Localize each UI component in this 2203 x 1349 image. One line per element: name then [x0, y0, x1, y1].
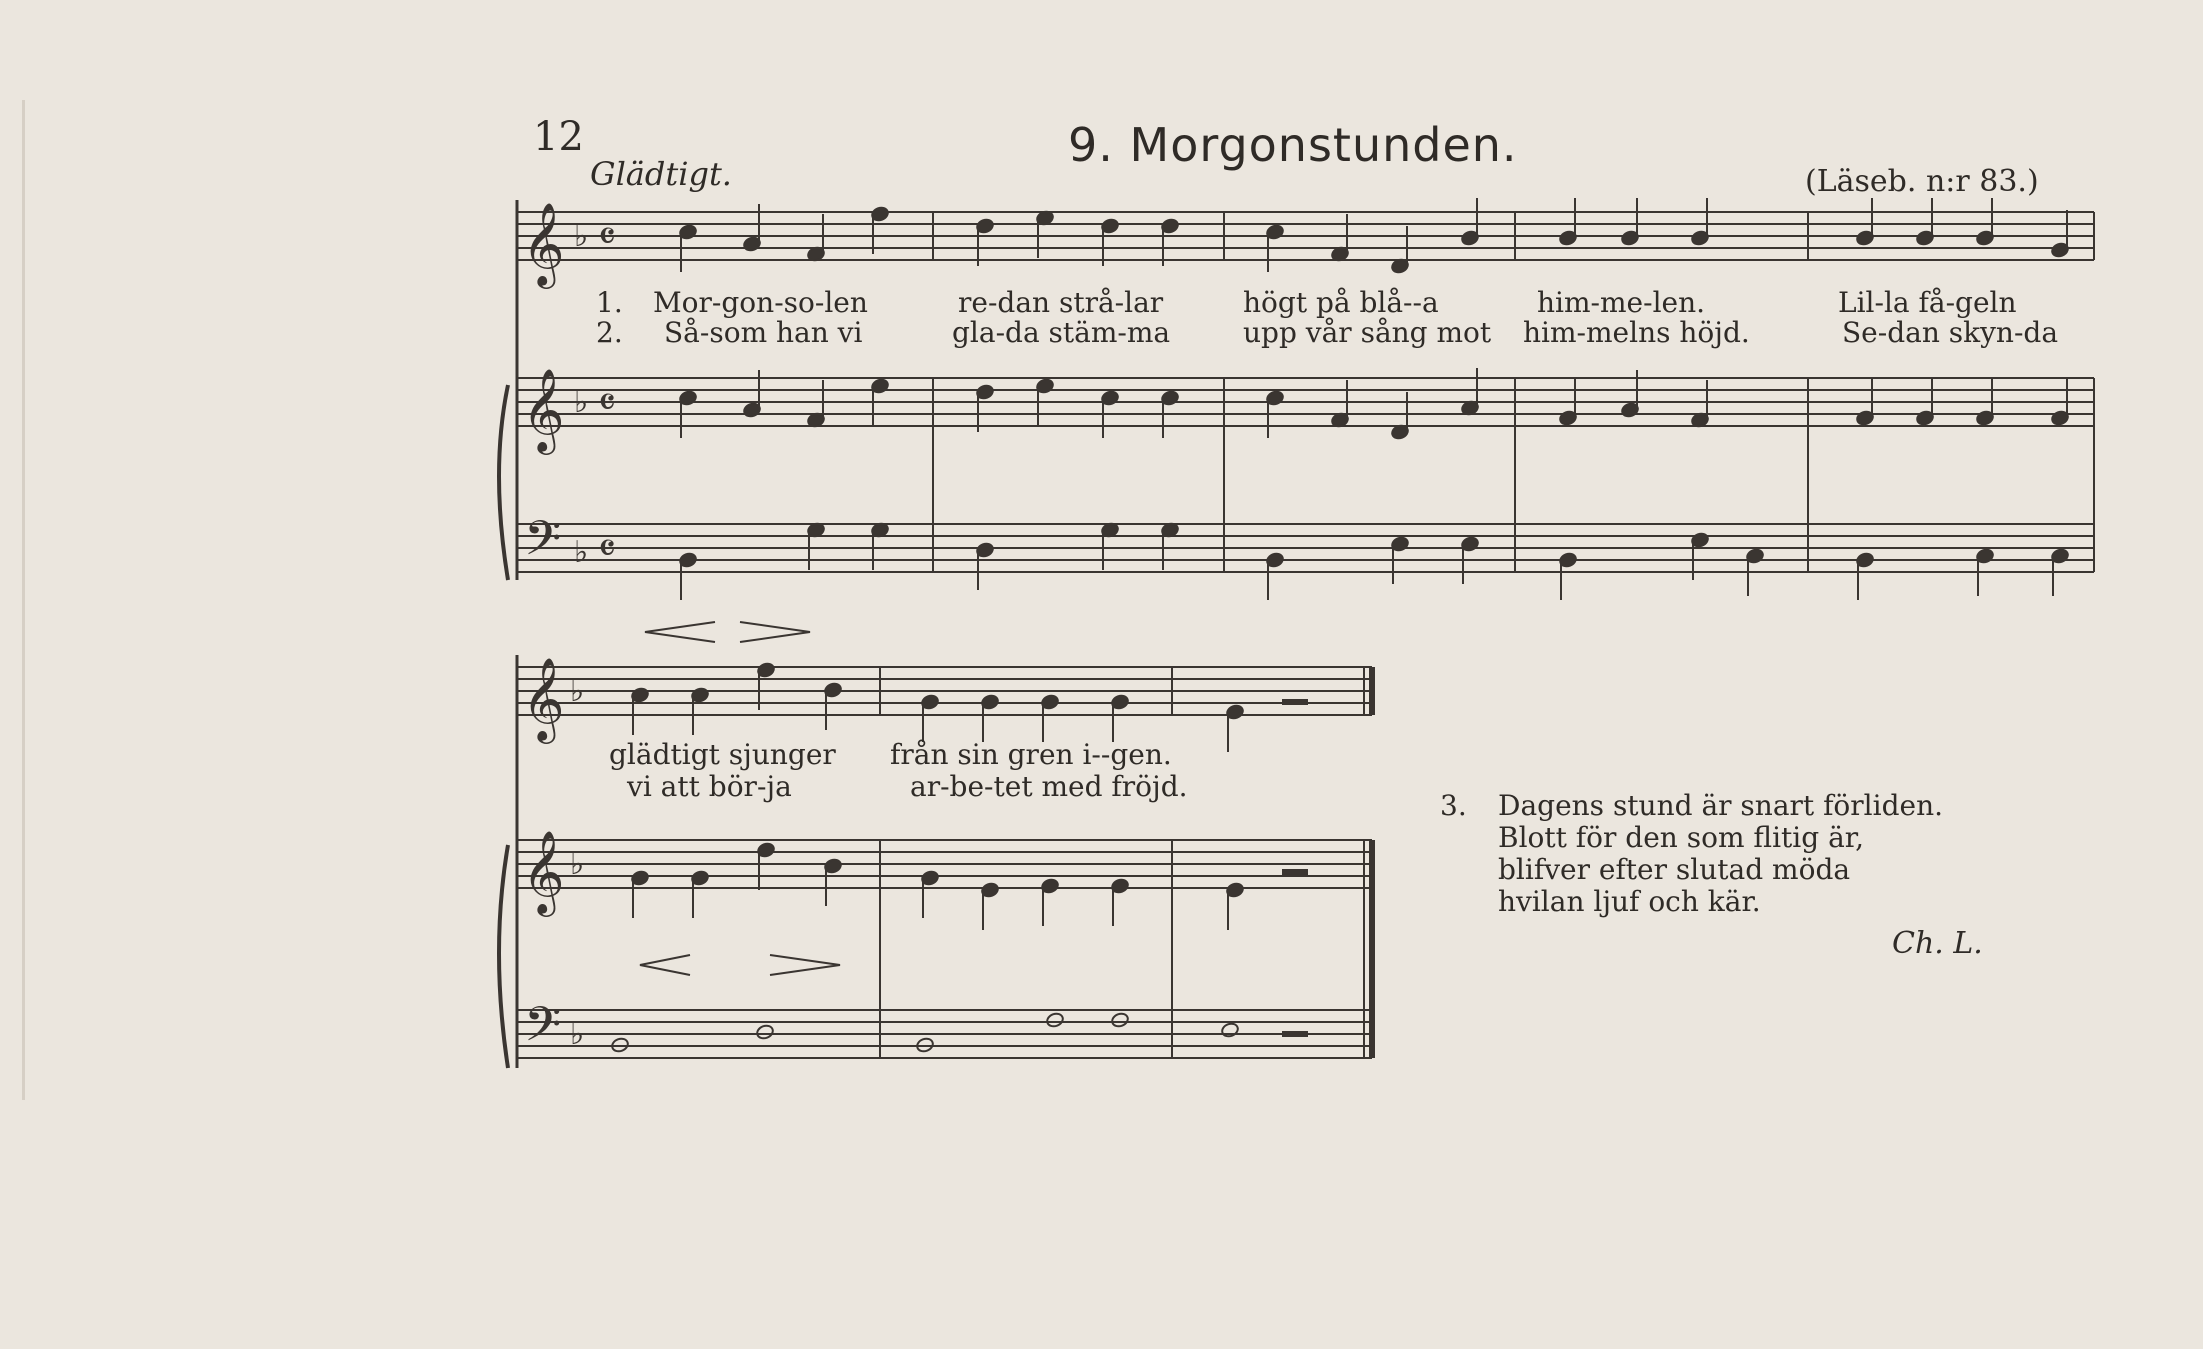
- crescendo-icon: [645, 622, 715, 642]
- song-title: 9. Morgonstunden.: [1068, 118, 1518, 172]
- flat-icon: ♭: [574, 535, 589, 570]
- note-head: [1220, 1022, 1239, 1039]
- treble-clef-icon: 𝄞: [522, 656, 565, 740]
- treble-clef-icon: 𝄞: [522, 829, 565, 913]
- verse3-line: hvilan ljuf och kär.: [1498, 885, 1761, 918]
- note-head: [1045, 1012, 1064, 1029]
- lyric-s2-v2-m1: vi att bör-ja: [627, 770, 792, 803]
- lyric-v2-m4: him-melns höjd.: [1523, 316, 1750, 349]
- lyric-v2-m3: upp vår sång mot: [1243, 316, 1492, 349]
- crescendo-icon: [640, 955, 690, 975]
- lyric-v1-m1: Mor-gon-so-len: [653, 286, 868, 319]
- bass-clef-icon: 𝄢: [524, 996, 562, 1064]
- half-rest-icon: [1282, 1031, 1308, 1037]
- lyric-s2-v1-m2: från sin gren i--gen.: [890, 738, 1172, 771]
- common-time-icon: 𝄴: [598, 380, 616, 426]
- author-initials: Ch. L.: [1892, 926, 1983, 961]
- lyric-v2-m5: Se-dan skyn-da: [1842, 316, 2059, 349]
- flat-icon: ♭: [574, 219, 589, 254]
- flat-icon: ♭: [570, 674, 585, 709]
- lyric-s2-v1-m1: glädtigt sjunger: [609, 738, 836, 771]
- lyric-v1-m4: him-me-len.: [1537, 286, 1706, 319]
- verse1-number: 1.: [596, 286, 623, 319]
- verse3-lines: [1498, 790, 1943, 918]
- note-head: [755, 1024, 774, 1041]
- common-time-icon: 𝄴: [598, 214, 616, 260]
- flat-icon: ♭: [574, 385, 589, 420]
- lyric-s2-v2-m2: ar-be-tet med fröjd.: [910, 770, 1188, 803]
- decrescendo-icon: [740, 622, 810, 642]
- decrescendo-icon: [770, 955, 840, 975]
- tempo-marking: Glädtigt.: [590, 155, 732, 193]
- brace: [499, 845, 508, 1068]
- lyric-v1-m2: re-dan strå-lar: [958, 286, 1164, 319]
- treble-clef-icon: 𝄞: [522, 367, 565, 451]
- page-number: 12: [533, 114, 584, 160]
- lyric-v1-m5: Lil-la få-geln: [1838, 286, 2017, 319]
- lyric-v1-m3: högt på blå--a: [1243, 286, 1439, 319]
- flat-icon: ♭: [570, 847, 585, 882]
- verse3-line: blifver efter slutad möda: [1498, 853, 1851, 886]
- half-rest-icon: [1282, 699, 1308, 705]
- note-head: [1110, 1012, 1129, 1029]
- verse3-line: Dagens stund är snart förliden.: [1498, 789, 1944, 822]
- verse3-line: Blott för den som flitig är,: [1498, 821, 1864, 854]
- treble-clef-icon: 𝄞: [522, 201, 565, 285]
- lyric-v2-m2: gla-da stäm-ma: [952, 316, 1171, 349]
- brace: [499, 385, 508, 580]
- reader-reference: (Läseb. n:r 83.): [1805, 164, 2039, 199]
- verse3-number: 3.: [1440, 789, 1467, 822]
- half-rest-icon: [1282, 869, 1308, 875]
- lyric-v2-m1: Så-som han vi: [664, 316, 863, 349]
- verse2-number: 2.: [596, 316, 623, 349]
- bass-clef-icon: 𝄢: [524, 510, 562, 578]
- common-time-icon: 𝄴: [598, 526, 616, 572]
- flat-icon: ♭: [570, 1017, 585, 1052]
